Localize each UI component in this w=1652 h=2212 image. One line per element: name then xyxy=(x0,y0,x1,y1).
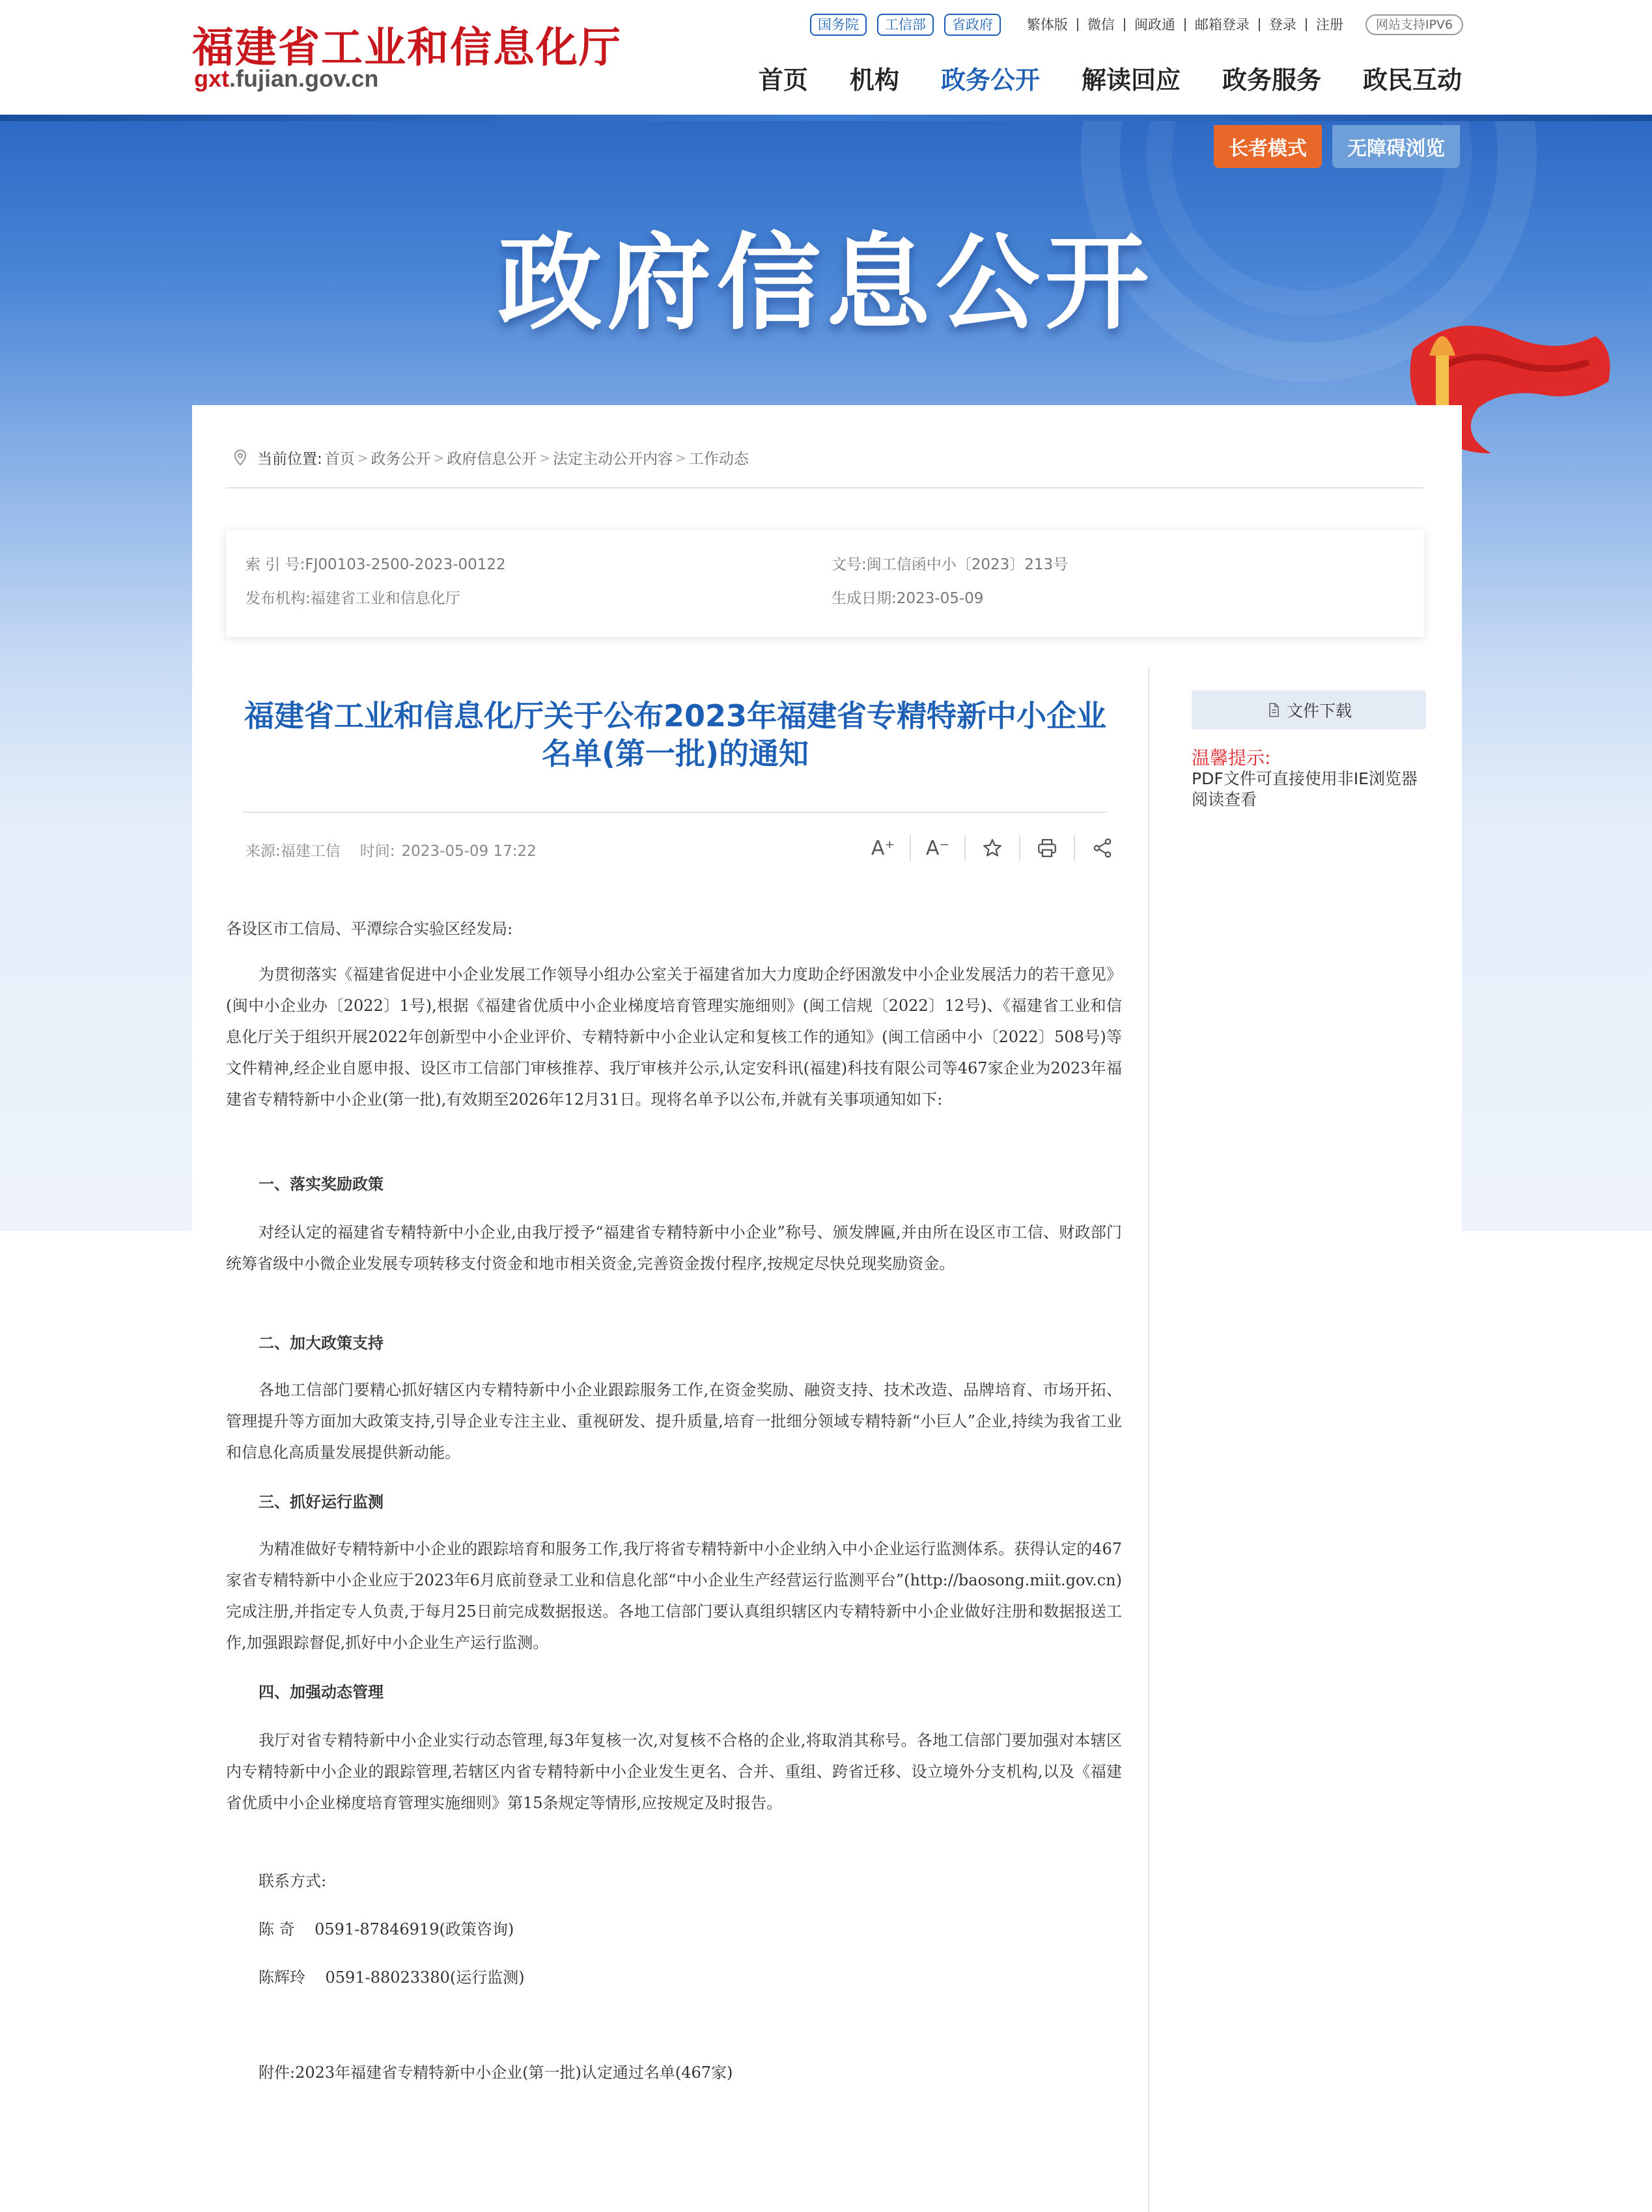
link-mail-login[interactable]: 邮箱登录 xyxy=(1186,18,1260,31)
greeting: 各设区市工信局、平潭综合实验区经发局: xyxy=(226,920,513,938)
meta-doc-no: 文号:闽工信函中小〔2023〕213号 xyxy=(832,556,1069,573)
share-button[interactable] xyxy=(1075,835,1130,861)
contact-2: 陈辉玲 0591-88023380(运行监测) xyxy=(259,1968,525,1987)
nav-home[interactable]: 首页 xyxy=(758,66,808,94)
contact-label: 联系方式: xyxy=(259,1872,327,1890)
print-button[interactable] xyxy=(1020,835,1075,861)
meta-date: 生成日期:2023-05-09 xyxy=(832,590,984,607)
nav-gov-affairs[interactable]: 政务公开 xyxy=(940,66,1040,94)
article-tools xyxy=(856,835,1130,861)
accessible-browse-button[interactable]: 无障碍浏览 xyxy=(1332,125,1460,168)
breadcrumb: 当前位置: 首页 > 政务公开 > 政府信息公开 > 法定主动公开内容 > 工作动态 xyxy=(231,447,749,468)
source-text: 来源:福建工信 xyxy=(245,843,341,860)
paragraph-1: 对经认定的福建省专精特新中小企业,由我厅授予“福建省专精特新中小企业”称号、颁发牌匾,并由所在设区市工信、财政部门统筹省级中小微企业发展专项转移支付资金和地市相关资金,完善资金拨付程序,按规定尽快兑现奖励资金。 xyxy=(226,1223,1122,1273)
site-logo[interactable]: 福建省工业和信息化厅 xyxy=(192,23,622,72)
favorite-button[interactable] xyxy=(966,835,1020,861)
content-card xyxy=(192,405,1462,2212)
paragraph-4: 我厅对省专精特新中小企业实行动态管理,每3年复核一次,对复核不合格的企业,将取消其称号。各地工信部门要加强对本辖区内专精特新中小企业的跟踪管理,若辖区内省专精特新中小企业发生更名、合并、重组、跨省迁移、设立境外分支机构,以及《福建省优质中小企业梯度培育管理实施细则》第15条规定等情形,应按规定及时报告。 xyxy=(226,1731,1122,1812)
paragraph-intro: 为贯彻落实《福建省促进中小企业发展工作领导小组办公室关于福建省加大力度助企纾困激发中小企业发展活力的若干意见》(闽中小企业办〔2022〕1号),根据《福建省优质中小企业梯度培育管理实施细则》(闽工信规〔2022〕12号)、《福建省工业和信息化厅关于组织开展2022年创新型中小企业评价、专精特新中小企业认定和复核工作的通知》(闽工信函中小〔2022〕508号)等文件精神,经企业自愿申报、设区市工信部门审核推荐、我厅审核并公示,认定安科讯(福建)科技有限公司等467家企业为2023年福建省专精特新中小企业(第一批),有效期至2026年12月31日。现将名单予以公布,并就有关事项通知如下: xyxy=(226,965,1123,1109)
link-traditional[interactable]: 繁体版 xyxy=(1018,18,1078,31)
nav-interaction[interactable]: 政民互动 xyxy=(1362,66,1462,94)
link-wechat[interactable]: 微信 xyxy=(1078,18,1125,31)
tag-miit[interactable]: 工信部 xyxy=(877,14,934,36)
heading-1: 一、落实奖励政策 xyxy=(259,1174,384,1193)
banner-title: 政府信息公开 xyxy=(497,222,1155,344)
contact-1: 陈 奇 0591-87846919(政策咨询) xyxy=(259,1920,514,1938)
nav-org[interactable]: 机构 xyxy=(849,66,899,94)
breadcrumb-statutory[interactable]: 法定主动公开内容 xyxy=(553,451,673,468)
article-meta-divider xyxy=(243,812,1108,813)
breadcrumb-work-news[interactable]: 工作动态 xyxy=(688,451,749,468)
breadcrumb-home[interactable]: 首页 xyxy=(324,451,355,468)
heading-2: 二、加大政策支持 xyxy=(259,1333,384,1352)
heading-4: 四、加强动态管理 xyxy=(259,1682,384,1701)
tag-provincial-gov[interactable]: 省政府 xyxy=(944,14,1001,36)
doc-meta-box xyxy=(226,530,1424,637)
meta-index-no: 索 引 号:FJ00103-2500-2023-00122 xyxy=(245,556,506,573)
main-nav xyxy=(717,60,1462,96)
breadcrumb-info-public[interactable]: 政府信息公开 xyxy=(447,451,537,468)
link-login[interactable]: 登录 xyxy=(1260,18,1307,31)
tip-body: PDF文件可直接使用非IE浏览器阅读查看 xyxy=(1192,769,1418,809)
share-icon xyxy=(1091,837,1113,859)
time-label: 时间: xyxy=(359,843,395,860)
nav-services[interactable]: 政务服务 xyxy=(1222,66,1321,94)
tag-state-council[interactable]: 国务院 xyxy=(810,14,867,36)
breadcrumb-divider xyxy=(226,487,1424,489)
site-url: gxt.fujian.gov.cn xyxy=(194,65,379,92)
file-icon xyxy=(1266,702,1281,718)
sidebar-divider xyxy=(1148,667,1149,2212)
ipv6-badge: 网站支持IPV6 xyxy=(1365,14,1463,35)
top-links xyxy=(810,13,1463,36)
nav-interpretation[interactable]: 解读回应 xyxy=(1081,66,1181,94)
file-download-button[interactable]: 文件下载 xyxy=(1192,690,1426,730)
meta-publisher: 发布机构:福建省工业和信息化厅 xyxy=(245,590,460,607)
heading-3: 三、抓好运行监测 xyxy=(259,1492,384,1511)
breadcrumb-label: 当前位置: xyxy=(257,451,322,468)
tip-title: 温馨提示: xyxy=(1192,747,1271,769)
printer-icon xyxy=(1036,837,1058,859)
font-decrease-button[interactable]: A⁻ xyxy=(911,835,966,861)
header-divider xyxy=(0,115,1652,121)
attachment-link[interactable]: 附件:2023年福建省专精特新中小企业(第一批)认定通过名单(467家) xyxy=(259,2063,733,2082)
article-title: 福建省工业和信息化厅关于公布2023年福建省专精特新中小企业 名单(第一批)的通知 xyxy=(244,698,1107,771)
paragraph-3: 为精准做好专精特新中小企业的跟踪培育和服务工作,我厅将省专精特新中小企业纳入中小企业运行监测体系。获得认定的467家省专精特新中小企业应于2023年6月底前登录工业和信息化部“中小企业生产经营运行监测平台”(http://baosong.miit.gov.cn)完成注册,并指定专人负责,于每月25日前完成数据报送。各地工信部门要认真组织辖区内专精特新中小企业做好注册和数据报送工作,加强跟踪督促,抓好中小企业生产运行监测。 xyxy=(226,1540,1122,1652)
font-increase-button[interactable]: A⁺ xyxy=(856,835,911,861)
breadcrumb-gov-affairs[interactable]: 政务公开 xyxy=(371,451,431,468)
location-pin-icon xyxy=(231,449,249,467)
publish-time: 2023-05-09 17:22 xyxy=(401,843,537,860)
paragraph-2: 各地工信部门要精心抓好辖区内专精特新中小企业跟踪服务工作,在资金奖励、融资支持、技术改造、品牌培育、市场开拓、管理提升等方面加大政策支持,引导企业专注主业、重视研发、提升质量,培育一批细分领域专精特新“小巨人”企业,持续为我省工业和信息化高质量发展提供新动能。 xyxy=(226,1381,1122,1462)
elder-mode-button[interactable]: 长者模式 xyxy=(1214,125,1322,168)
article-source xyxy=(245,839,556,860)
site-header xyxy=(0,0,1652,116)
link-register[interactable]: 注册 xyxy=(1315,17,1343,33)
link-minzhengtong[interactable]: 闽政通 xyxy=(1125,18,1186,31)
star-icon xyxy=(981,837,1003,859)
